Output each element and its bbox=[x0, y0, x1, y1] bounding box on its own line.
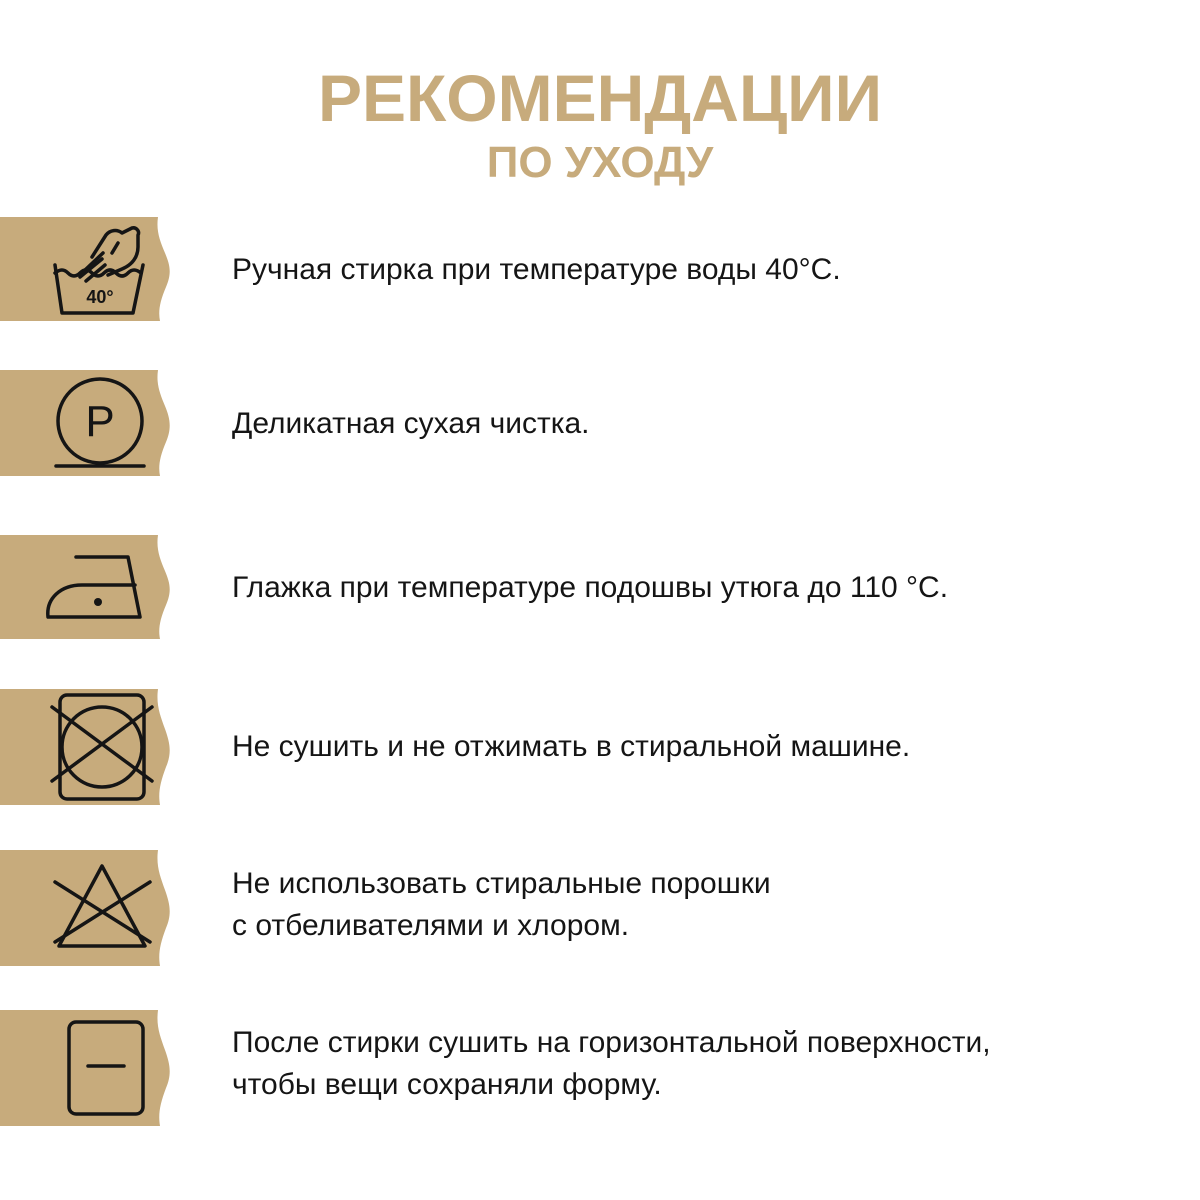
care-item-line: Глажка при температуре подошвы утюга до 110 °С. bbox=[232, 571, 949, 604]
care-item-text bbox=[232, 1022, 991, 1106]
page-title: РЕКОМЕНДАЦИИ bbox=[317, 61, 883, 135]
care-item-no-tumble-dry bbox=[0, 689, 1200, 805]
icon-tab bbox=[0, 370, 180, 476]
page-subtitle: ПО УХОДУ bbox=[486, 138, 714, 187]
care-item-hand-wash bbox=[0, 217, 1200, 321]
icon-tab bbox=[0, 217, 180, 321]
icon-tab bbox=[0, 850, 180, 966]
dry-clean-letter: P bbox=[85, 397, 115, 446]
tab-background bbox=[0, 850, 170, 966]
care-item-line: Деликатная сухая чистка. bbox=[232, 407, 590, 440]
care-item-dry-clean bbox=[0, 370, 1200, 476]
care-item-text bbox=[232, 403, 590, 445]
care-item-iron bbox=[0, 535, 1200, 639]
care-item-line: с отбеливателями и хлором. bbox=[232, 909, 630, 942]
care-item-line: После стирки сушить на горизонтальной поверхности, bbox=[232, 1026, 991, 1059]
care-item-text bbox=[232, 863, 771, 947]
tab-background bbox=[0, 535, 170, 639]
care-item-line: Ручная стирка при температуре воды 40°С. bbox=[232, 253, 841, 286]
icon-tab bbox=[0, 535, 180, 639]
care-item-line: чтобы вещи сохраняли форму. bbox=[232, 1068, 662, 1101]
care-item-dry-flat bbox=[0, 1010, 1200, 1126]
care-item-text bbox=[232, 567, 948, 609]
care-item-text bbox=[232, 726, 910, 768]
care-item-no-bleach bbox=[0, 850, 1200, 966]
care-item-text bbox=[232, 249, 841, 291]
iron-dot bbox=[94, 598, 102, 606]
care-item-line: Не использовать стиральные порошки bbox=[232, 867, 771, 900]
icon-tab bbox=[0, 689, 180, 805]
icon-tab bbox=[0, 1010, 180, 1126]
hand-wash-temp-label: 40° bbox=[86, 287, 114, 307]
care-item-line: Не сушить и не отжимать в стиральной машине. bbox=[232, 730, 911, 763]
